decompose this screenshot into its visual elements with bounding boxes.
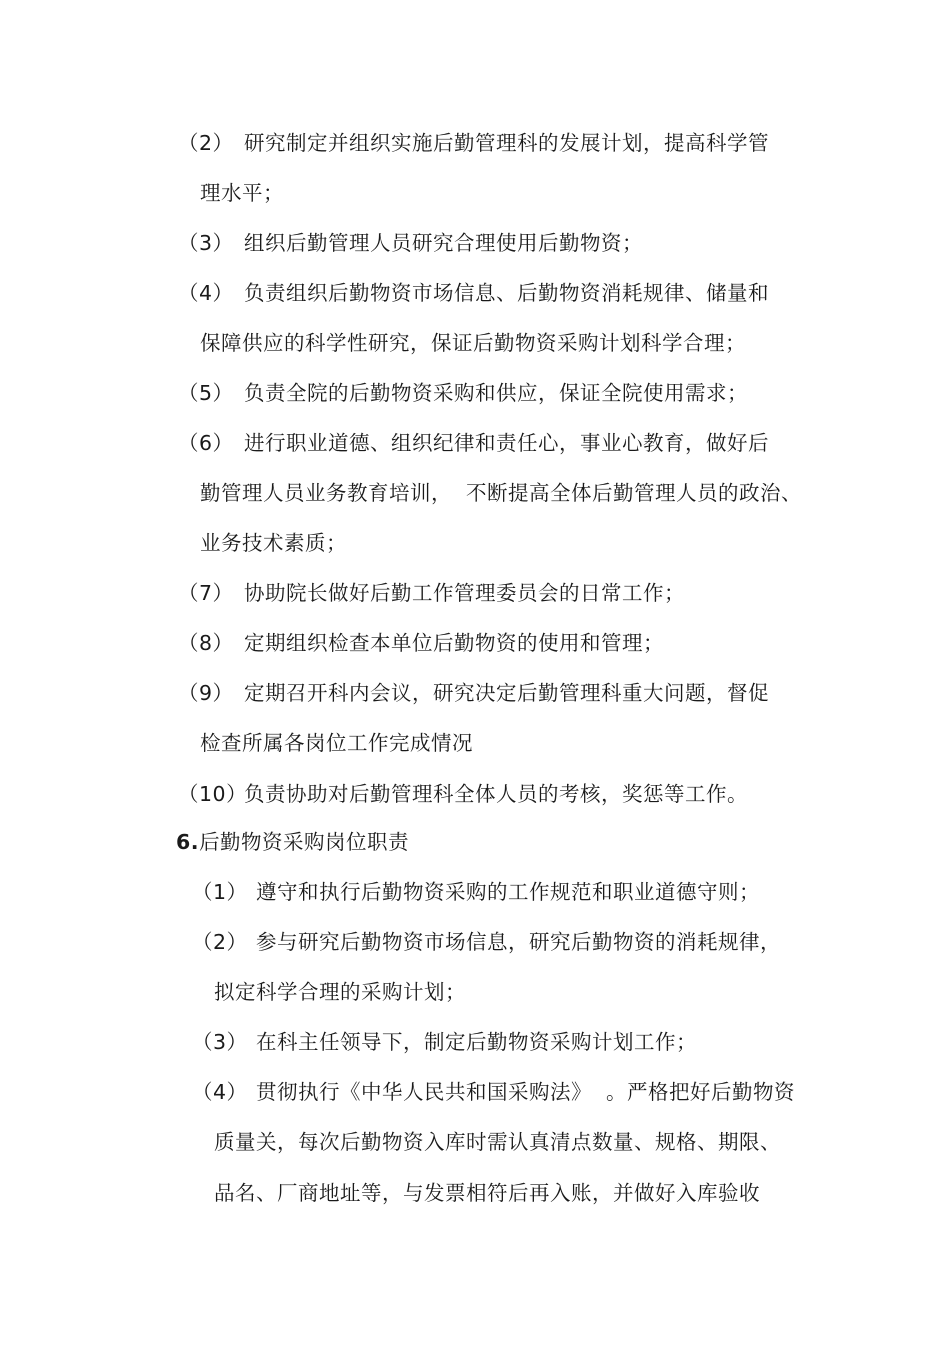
item-text: 协助院长做好后勤工作管理委员会的日常工作； [244,581,685,605]
list-item [178,281,769,305]
item-continuation: 检查所属各岗位工作完成情况 [200,731,473,755]
list-item [192,1080,795,1104]
item-text: 研究制定并组织实施后勤管理科的发展计划，提高科学管 [244,131,769,155]
item-continuation: 业务技术素质； [200,531,347,555]
list-item [192,880,760,904]
item-text: 参与研究后勤物资市场信息，研究后勤物资的消耗规律， [256,930,781,954]
item-text: 定期组织检查本单位后勤物资的使用和管理； [244,631,664,655]
item-number: （4） [178,281,234,305]
list-item [178,431,769,455]
item-continuation: 质量关，每次后勤物资入库时需认真清点数量、规格、期限、 [214,1130,781,1154]
list-item [178,131,769,155]
item-text: 定期召开科内会议，研究决定后勤管理科重大问题，督促 [244,681,769,705]
item-continuation: 保障供应的科学性研究，保证后勤物资采购计划科学合理； [200,331,746,355]
item-number: （2） [178,131,234,155]
section-number: 6. [176,830,200,854]
list-item [192,930,781,954]
item-continuation: 理水平； [200,181,284,205]
list-item [178,381,748,405]
item-number: （3） [178,231,234,255]
item-continuation: 拟定科学合理的采购计划； [214,980,466,1004]
list-item [178,782,748,806]
item-text: 在科主任领导下，制定后勤物资采购计划工作； [256,1030,697,1054]
section-heading [176,830,409,854]
item-number: （1） [192,880,248,904]
item-number: （6） [178,431,234,455]
item-number: （3） [192,1030,248,1054]
section-title: 后勤物资采购岗位职责 [199,830,410,854]
list-item [178,581,685,605]
item-number: （5） [178,381,234,405]
item-text: 组织后勤管理人员研究合理使用后勤物资； [244,231,643,255]
item-continuation: 品名、厂商地址等，与发票相符后再入账，并做好入库验收 [214,1181,760,1205]
item-number: （7） [178,581,234,605]
item-text: 负责协助对后勤管理科全体人员的考核，奖惩等工作。 [244,782,748,806]
list-item [178,631,664,655]
item-text: 进行职业道德、组织纪律和责任心，事业心教育，做好后 [244,431,769,455]
item-number: （10） [178,782,248,806]
list-item [178,681,769,705]
item-text: 贯彻执行《中华人民共和国采购法》 。严格把好后勤物资 [256,1080,796,1104]
list-item [178,231,643,255]
item-number: （2） [192,930,248,954]
item-number: （8） [178,631,234,655]
item-text: 负责全院的后勤物资采购和供应，保证全院使用需求； [244,381,748,405]
item-number: （9） [178,681,234,705]
list-item [192,1030,697,1054]
item-text: 负责组织后勤物资市场信息、后勤物资消耗规律、储量和 [244,281,769,305]
item-text: 遵守和执行后勤物资采购的工作规范和职业道德守则； [256,880,760,904]
item-number: （4） [192,1080,248,1104]
item-continuation: 勤管理人员业务教育培训， 不断提高全体后勤管理人员的政治、 [200,481,803,505]
